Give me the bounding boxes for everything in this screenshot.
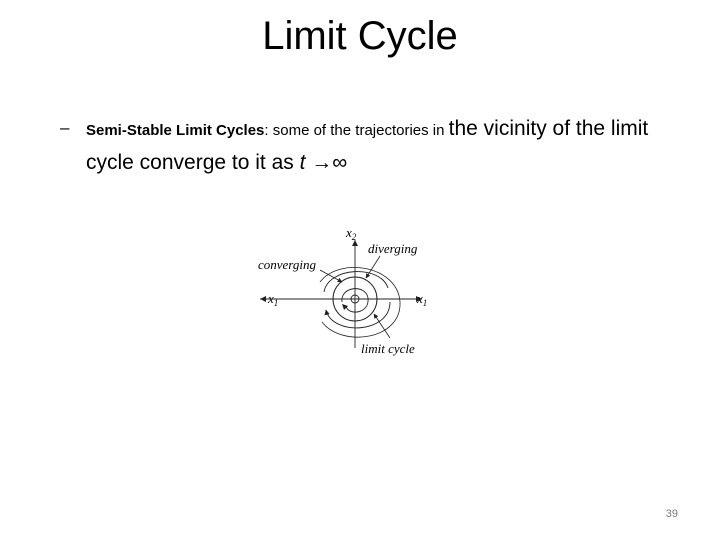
- bullet-line2: [86, 151, 347, 174]
- x2-label-sub: 2: [351, 232, 357, 242]
- diverging-label: diverging: [368, 241, 418, 256]
- x2-axis-label: [345, 225, 357, 242]
- x2-label-x: x: [346, 225, 352, 240]
- bullet-term: Semi-Stable Limit Cycles: [86, 122, 265, 139]
- converging-label: converging: [258, 257, 316, 272]
- x1-axis-left-arrowhead: [260, 296, 266, 302]
- limit-cycle-diagram: [250, 222, 440, 358]
- bullet-var-t: t: [299, 151, 306, 174]
- x1-left-label-x: x: [268, 291, 274, 306]
- slide-title: Limit Cycle: [262, 14, 458, 58]
- x1-label-x: x: [417, 291, 423, 306]
- bullet-line1-small: [86, 122, 449, 139]
- bullet-arrow-infinity: →∞: [305, 151, 348, 174]
- x1-axis-label: [416, 291, 427, 308]
- bullet-line2-prefix: cycle converge to it as: [86, 151, 300, 174]
- x1-left-axis-label: [267, 291, 278, 308]
- page-number: 39: [665, 508, 678, 520]
- diverging-pointer: [366, 256, 380, 278]
- bullet-text: [86, 113, 686, 181]
- limit-cycle-label: limit cycle: [361, 341, 415, 356]
- x1-label-sub: 1: [422, 298, 428, 308]
- bullet-part2: the vicinity of the limit: [448, 117, 649, 140]
- bullet-part1: : some of the trajectories in: [264, 122, 449, 139]
- x1-left-label-sub: 1: [273, 298, 279, 308]
- bullet-dash: –: [60, 118, 70, 137]
